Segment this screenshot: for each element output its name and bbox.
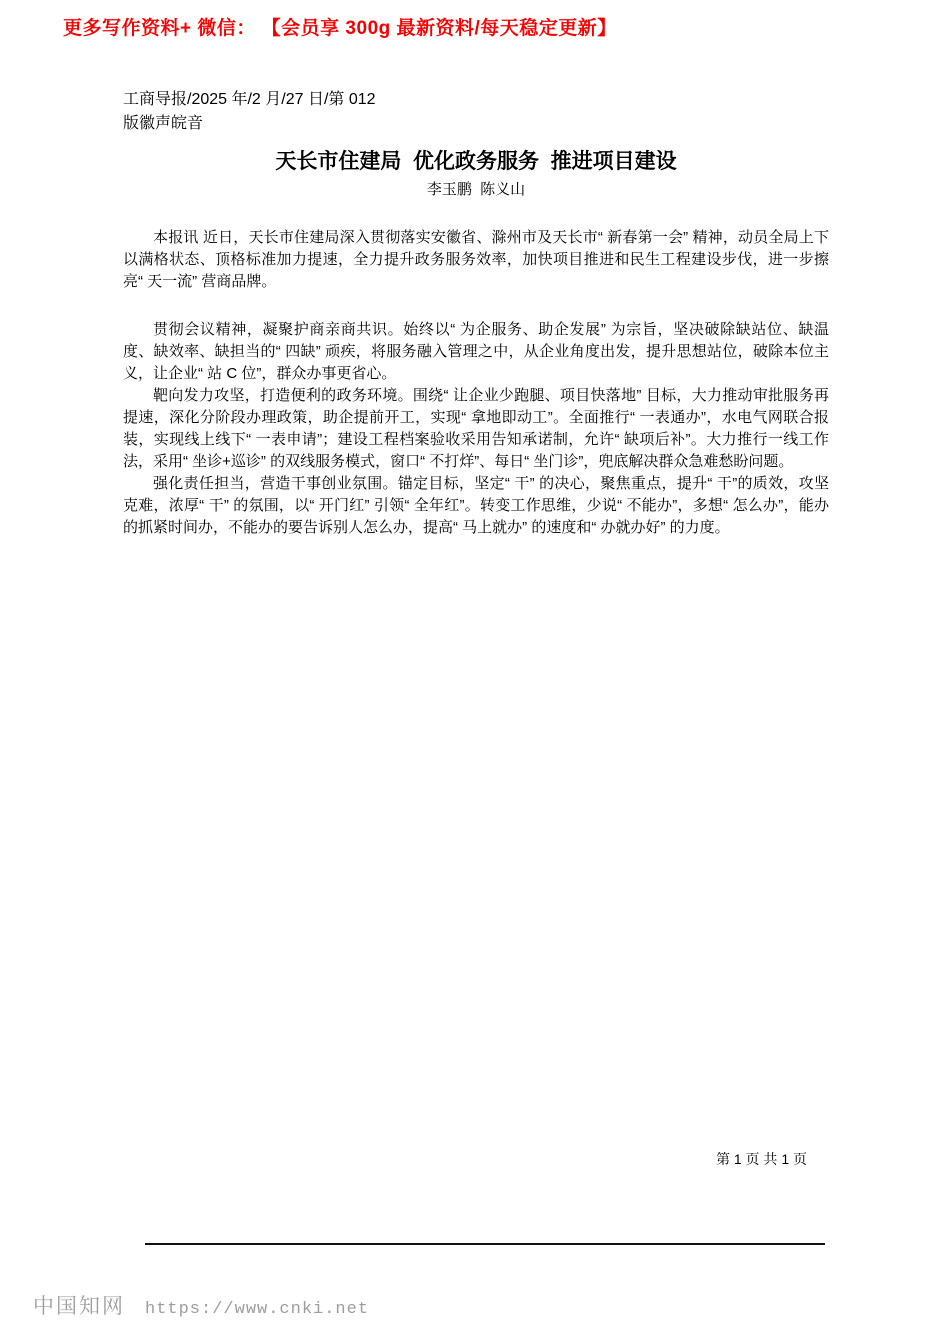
page-indicator: 第 1 页 共 1 页 [715, 1151, 807, 1167]
paragraph-1: 本报讯 近日，天长市住建局深入贯彻落实安徽省、滁州市及天长市“ 新春第一会” 精神，动员全局上下以满格状态、顶格标准加力提速，全力提升政务服务效率，加快项目推进和民生工程建设步伐，进一步擦亮“ 天一流” 营商品牌。 [123, 229, 829, 290]
article-body [123, 227, 829, 539]
article-title: 天长市住建局 优化政务服务 推进项目建设 [275, 150, 677, 173]
cnki-brand-logo: 中国知网 [33, 1294, 125, 1318]
cnki-url: https://www.cnki.net [145, 1300, 370, 1319]
source-header-line2: 版徽声皖音 [123, 115, 204, 132]
paragraph-2: 贯彻会议精神，凝聚护商亲商共识。始终以“ 为企服务、助企发展” 为宗旨，坚决破除缺站位、缺温度、缺效率、缺担当的“ 四缺” 顽疾，将服务融入管理之中，从企业角度出发，提升思想站位，破除本位主义，让企业“ 站 C 位”，群众办事更省心。 [123, 321, 829, 382]
article-page [123, 0, 829, 539]
paragraph-3: 靶向发力攻坚，打造便利的政务环境。围绕“ 让企业少跑腿、项目快落地” 目标，大力推动审批服务再提速，深化分阶段办理政策，助企提前开工，实现“ 拿地即动工”。全面推行“ 一表通办”，水电气网联合报装，实现线上线下“ 一表申请”；建设工程档案验收采用告知承诺制，允许“ 缺项后补”。大力推行一线工作法，采用“ 坐诊+巡诊” 的双线服务模式，窗口“ 不打烊”、每日“ 坐门诊”，兜底解决群众急难愁盼问题。 [123, 387, 829, 470]
source-header [123, 88, 603, 136]
cnki-watermark [33, 1290, 369, 1320]
source-header-line1: 工商导报/2025 年/2 月/27 日/第 012 [123, 91, 376, 108]
promo-banner-text: 更多写作资料+ 微信： 【会员享 300g 最新资料/每天稳定更新】 [63, 18, 617, 39]
paragraph-4: 强化责任担当，营造干事创业氛围。锚定目标，坚定“ 干” 的决心，聚焦重点，提升“ 干”的质效，攻坚克难，浓厚“ 干” 的氛围，以“ 开门红” 引领“ 全年红”。转变工作思维，少说“ 不能办”，多想“ 怎么办”，能办的抓紧时间办，不能办的要告诉别人怎么办，提高“ 马上就办” 的速度和“ 办就办好” 的力度。 [123, 475, 829, 536]
article-authors: 李玉鹏 陈义山 [426, 181, 526, 198]
footer-divider [145, 1243, 825, 1245]
